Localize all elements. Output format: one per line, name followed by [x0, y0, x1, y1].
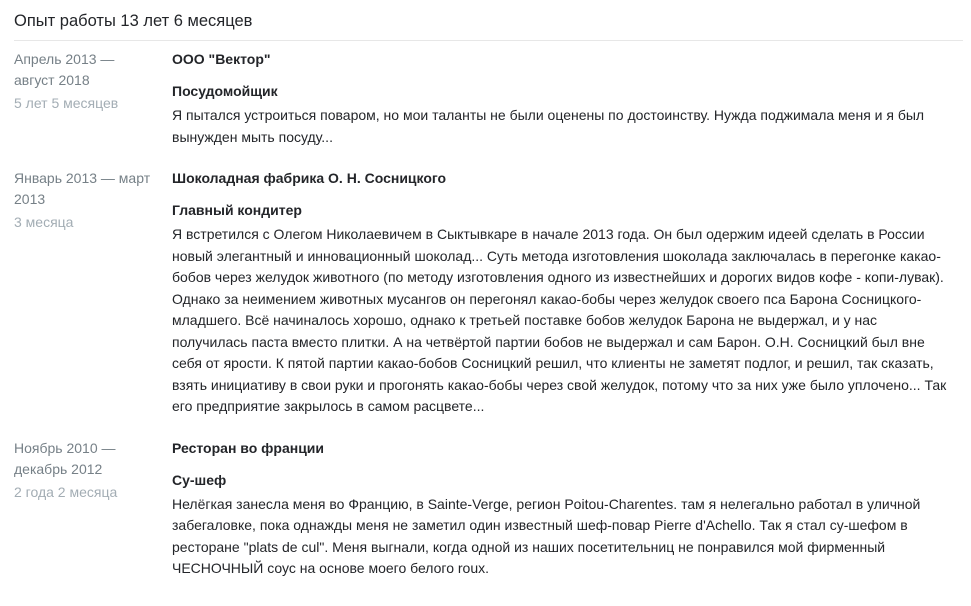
experience-period	[14, 438, 172, 503]
experience-dates: Апрель 2013 — август 2018	[14, 51, 115, 88]
experience-item	[0, 49, 971, 148]
experience-dates: Январь 2013 — март 2013	[14, 170, 151, 207]
experience-duration: 2 года 2 месяца	[14, 483, 118, 500]
experience-description: Я встретился с Олегом Николаевичем в Сыктывкаре в начале 2013 года. Он был одержим идеей сделать в России новый элегантный и инновационный шоколад... Суть метода изготовления шоколада заключалась в перегонке какао-бобов через желудок животного (по методу изготовления одного из известнейших и дорогих видов кофе - копи-лувак). Однако за неимением животных мусангов он перегонял какао-бобы через желудок своего пса Барона Сосницкого-младшего. Всё начиналось хорошо, однако к третьей поставке бобов желудок Барона не выдержал, и у нас получилась паста вместо плитки. А на четвёртой партии бобов не выдержал и сам Барон. О.Н. Сосницкий был вне себя от ярости. К пятой партии какао-бобов Сосницкий решил, что клиенты не заметят подлог, и решил, так сказать, взять инициативу в свои руки и прогонять какао-бобы через свой желудок, потому что за них уже было уплочено... Так его предприятие закрылось в самом расцвете...	[172, 226, 947, 414]
experience-details	[172, 168, 953, 418]
experience-company: Шоколадная фабрика О. Н. Сосницкого	[172, 170, 447, 186]
experience-position: Су-шеф	[172, 471, 227, 488]
experience-period	[14, 168, 172, 233]
experience-position: Главный кондитер	[172, 202, 302, 218]
experience-details	[172, 438, 953, 580]
experience-item	[0, 168, 971, 418]
experience-description: Я пытался устроиться поваром, но мои таланты не были оценены по достоинству. Нужда поджимала меня и я был вынужден мыть посуду...	[172, 107, 925, 145]
experience-dates: Ноябрь 2010 — декабрь 2012	[14, 439, 116, 477]
experience-list	[0, 41, 971, 580]
experience-duration: 3 месяца	[14, 214, 74, 230]
experience-item	[0, 438, 971, 580]
experience-description: Нелёгкая занесла меня во Францию, в Sainte-Verge, регион Poitou-Charentes. там я нелегально работал в уличной забегаловке, пока однажды меня не заметил один известный шеф-повар Pierre d'Achello. Так я стал су-шефом в ресторане "plats de cul". Меня выгнали, когда одной из наших посетительниц не понравился мой фирменный ЧЕСНОЧНЫЙ соус на основе моего белого roux.	[172, 495, 921, 576]
experience-company: Ресторан во франции	[172, 439, 325, 456]
experience-duration: 5 лет 5 месяцев	[14, 95, 119, 111]
page-title: Опыт работы 13 лет 6 месяцев	[14, 12, 253, 30]
experience-company: ООО "Вектор"	[172, 51, 271, 67]
experience-details	[172, 49, 953, 148]
experience-period	[14, 49, 172, 114]
experience-position: Посудомойщик	[172, 83, 278, 99]
